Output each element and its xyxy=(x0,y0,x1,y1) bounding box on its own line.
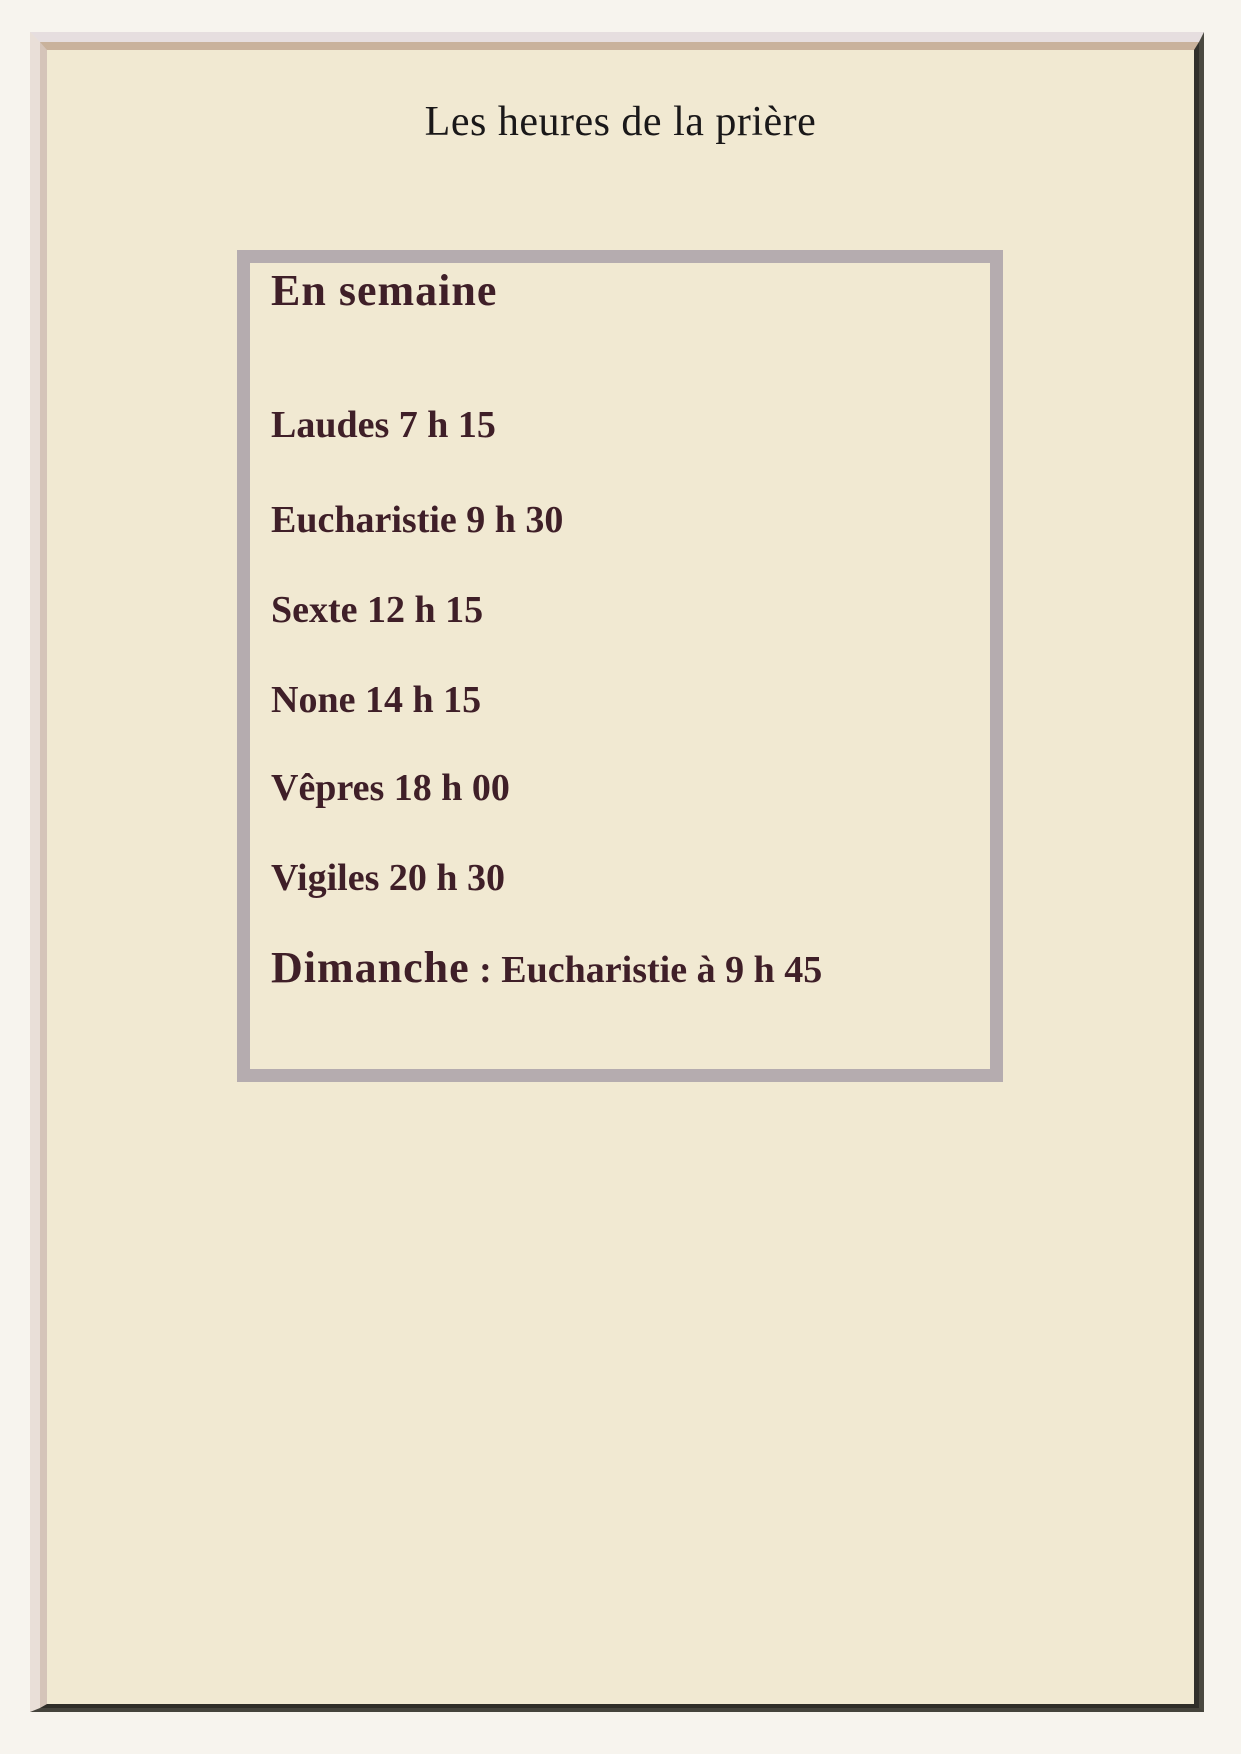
page-content xyxy=(47,50,1194,1704)
schedule-item-laudes: Laudes 7 h 15 xyxy=(271,404,496,446)
page-frame xyxy=(30,32,1204,1712)
schedule-item-vepres: Vêpres 18 h 00 xyxy=(271,767,510,809)
weekday-header: En semaine xyxy=(271,266,498,315)
schedule-item-none: None 14 h 15 xyxy=(271,679,482,721)
schedule-item-vigiles: Vigiles 20 h 30 xyxy=(271,857,505,899)
schedule-item-eucharistie: Eucharistie 9 h 30 xyxy=(271,499,564,541)
sunday-header: Dimanche xyxy=(271,943,470,992)
sunday-detail: : Eucharistie à 9 h 45 xyxy=(469,949,823,991)
schedule-item-sexte: Sexte 12 h 15 xyxy=(271,589,484,631)
sunday-line xyxy=(271,943,823,992)
schedule-box xyxy=(237,250,1003,1082)
page-frame-inner xyxy=(40,42,1199,1708)
page-title: Les heures de la prière xyxy=(424,99,817,145)
